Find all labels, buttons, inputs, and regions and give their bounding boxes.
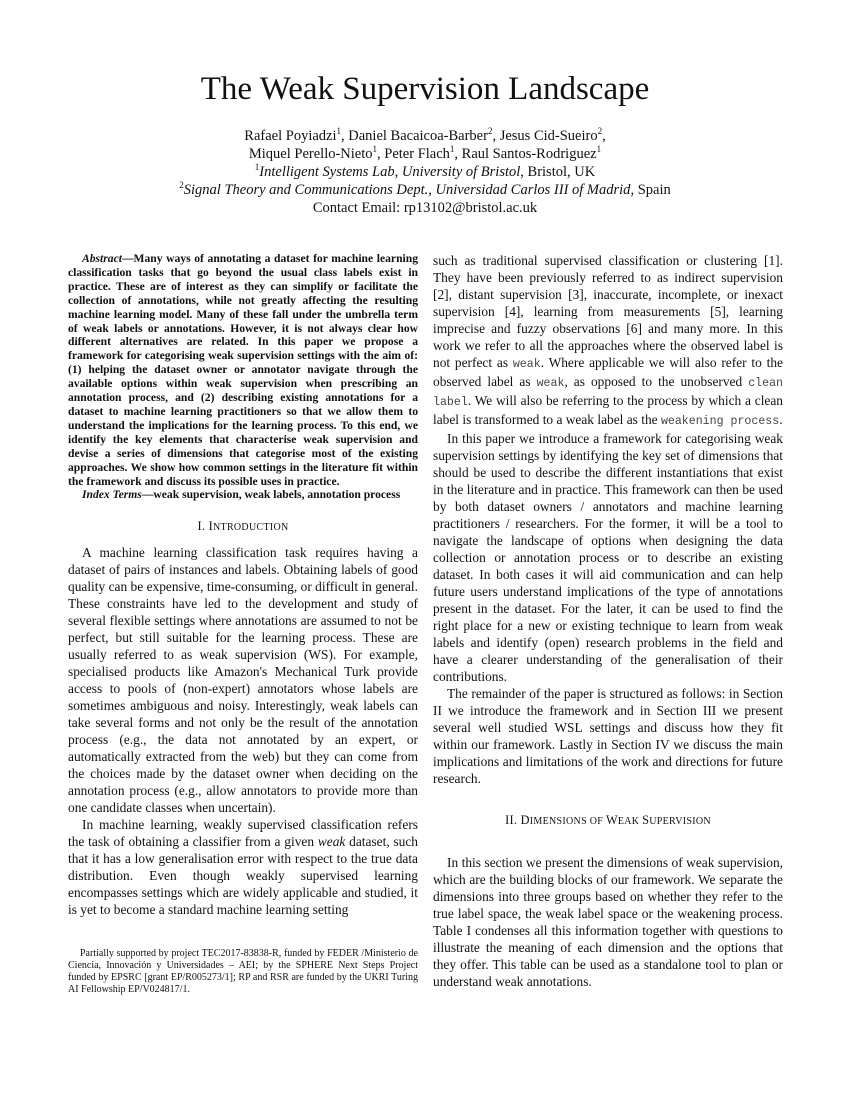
author-name: Rafael Poyiadzi (244, 128, 337, 144)
author-name: , Jesus Cid-Sueiro (492, 128, 598, 144)
author-affil-mark: 1 (372, 144, 378, 155)
left-column (68, 252, 418, 918)
text-run: . Where applicable we will also refer to the observed label as (433, 355, 783, 389)
text-run: . We will also be referring to the process by which a clean label is transformed to a weak label as the (433, 393, 783, 427)
right-paragraph-3: The remainder of the paper is structured as follows: in Section II we introduce the framework and in Section III we present several well studied WSL settings and discuss how they fit within our framework. Lastly in Section IV we discuss the main implications and limitations of the work and directions for future research. (433, 686, 783, 786)
author-affil-mark: 2 (597, 126, 603, 137)
section-cap: W (605, 813, 618, 827)
section-smallcaps: EAK (617, 816, 643, 827)
footnote-funding: Partially supported by project TEC2017-83838-R, funded by FEDER /Ministerio de Ciencia, Innovación y Universidades – AEI; by the SPHERE Next Steps Project funded by EPSRC [grant EP/R005273/1]; RP and RSR are funded by the UKRI Turing AI Fellowship EP/V024817/1. (68, 948, 418, 995)
section-cap: D (520, 813, 530, 827)
affiliation-location: , Spain (630, 182, 671, 198)
index-terms (68, 488, 418, 502)
authors-line-1 (0, 128, 850, 145)
section-smallcaps: IMENSIONS OF (529, 816, 606, 827)
right-paragraph-1 (433, 252, 783, 430)
text-run: such as traditional supervised classification or clustering [1]. They have been previously referred to as indirect supervision [2], distant supervision [3], inaccurate, incomplete, or inexact supervision [4], learning from measurements [5], learning imprecise and fuzzy observations [6] and many more. In this work we refer to all the approaches where the observed label is not perfect as (433, 253, 783, 370)
affiliation-name: Signal Theory and Communications Dept., Universidad Carlos III of Madrid (183, 182, 631, 198)
arxiv-stamp-svg (8, 300, 64, 720)
code-term: weakening process (660, 415, 780, 428)
abstract (68, 252, 418, 488)
section-smallcaps: UPERVISION (649, 816, 711, 827)
author-affil-mark: 1 (336, 126, 342, 137)
affiliation-2 (0, 182, 850, 199)
section-heading-dimensions (433, 813, 783, 828)
author-name: , Peter Flach (377, 146, 450, 162)
section-number: I. (197, 519, 209, 534)
intro-paragraph-2 (68, 816, 418, 918)
author-name: , Daniel Bacaicoa-Barber (341, 128, 488, 144)
right-paragraph-4: In this section we present the dimensions of weak supervision, which are the building blocks of our framework. We separate the dimensions into three groups based on whether they refer to the true label space, the weak label space or the weakening process. Table I condenses all this information together with questions to illustrate the meaning of each dimension and the options that they offer. This table can be used as a standalone tool to plan or understand weak annotations. (433, 855, 783, 989)
right-paragraph-2: In this paper we introduce a framework for categorising weak supervision settings by identifying the key set of dimensions that should be used to describe the different instantiations that exist in the literature and in practice. This framework can then be used by both dataset owners / annotators and machine learning practitioners / researchers. For the former, it will be a tool to navigate the landscape of options when designing the data collection or annotation process or to describe an existing dataset. In both cases it will aid communication and can help future users understand implications of the type of annotations present in the dataset. For the later, it can be used to find the right place for a new or existing technique to learn from weak labels and identify (open) research problems in the field and have a clearer understanding of the generalisation of their contributions. (433, 431, 783, 684)
section-smallcaps: NTRODUCTION (213, 522, 289, 534)
intro-paragraph-1: A machine learning classification task requires having a dataset of pairs of instances and labels. Obtaining labels of good quality can be expensive, time-consuming, or difficult in general. These constraints have led to the development and study of several flexible settings where annotations are assumed to not be perfect, but still suitable for the learning process. These are usually referred to as weak supervision (WS). For example, specialised products like Amazon's Mechanical Turk provide access to pools of (non-expert) annotators whose labels are sometimes ambiguous and noisy. Interestingly, weak labels can take several forms and not only be the result of the annotation process (e.g., the data not annotated by an expert, or automatically extracted from the web) but they can come from the choices made by the dataset owner when deciding on the annotation process (e.g., allow annotators to provide more than one candidate classes when uncertain). (68, 545, 418, 816)
author-separator: , (602, 128, 606, 144)
author-name: Miquel Perello-Nieto (248, 146, 373, 162)
author-name: , Raul Santos-Rodriguez (454, 146, 597, 162)
abstract-text: —Many ways of annotating a dataset for machine learning classification tasks that go beyond the usual class labels exist in practice. These are of interest as they can simplify or facilitate the collection of annotations, while not greatly affecting the resulting machine learning model. Many of these fall under the umbrella term of weak labels or annotations. However, it is not always clear how different alternatives are related. In this paper we propose a framework for categorising weak supervision settings with the aim of: (1) helping the dataset owner or annotator navigate through the available options within weak supervision when prescribing an annotation process, and (2) describing existing annotations for a dataset to machine learning practitioners so that we allow them to understand the implications for the learning process. To this end, we identify the key elements that characterise weak supervision and devise a series of dimensions that categorise most of the existing approaches. We show how common settings in the literature fit within the framework and discuss its possible uses in practice. (68, 252, 418, 488)
emphasis: weak (317, 834, 346, 850)
affiliation-location: , Bristol, UK (520, 164, 596, 180)
code-term: clean label (433, 377, 783, 409)
text-run: In machine learning, weakly supervised classification refers the task of obtaining a classifier from a given (68, 817, 418, 850)
affiliation-1 (0, 164, 850, 181)
code-term: weak (512, 358, 541, 371)
text-run: . (779, 412, 783, 427)
authors-line-2 (0, 146, 850, 163)
section-number: II. (505, 813, 521, 827)
author-affil-mark: 1 (596, 144, 602, 155)
affiliation-name: Intelligent Systems Lab, University of Bristol (259, 164, 521, 180)
section-heading-introduction (68, 519, 418, 534)
affiliation-mark: 2 (179, 180, 184, 191)
code-term: weak (536, 377, 565, 390)
author-affil-mark: 1 (449, 144, 455, 155)
author-affil-mark: 2 (487, 126, 493, 137)
section-cap: S (642, 813, 650, 827)
abstract-label: Abstract (82, 252, 122, 265)
text-run: dataset, such that it has a low generalisation error with respect to the true data distribution. Even though weakly supervised learning encompasses settings which are widely applicable and studied, it is yet to become a standard machine learning setting (68, 834, 419, 918)
index-terms-label: Index Terms (82, 488, 142, 502)
index-terms-text: —weak supervision, weak labels, annotation process (141, 488, 401, 502)
arxiv-side-stamp (8, 300, 64, 720)
right-column (433, 252, 783, 990)
contact-email: Contact Email: rp13102@bristol.ac.uk (312, 200, 538, 216)
affiliation-mark: 1 (254, 162, 260, 173)
text-run: , as opposed to the unobserved (564, 374, 749, 389)
section-cap: I (208, 519, 214, 534)
paper-title: The Weak Supervision Landscape (200, 71, 650, 107)
